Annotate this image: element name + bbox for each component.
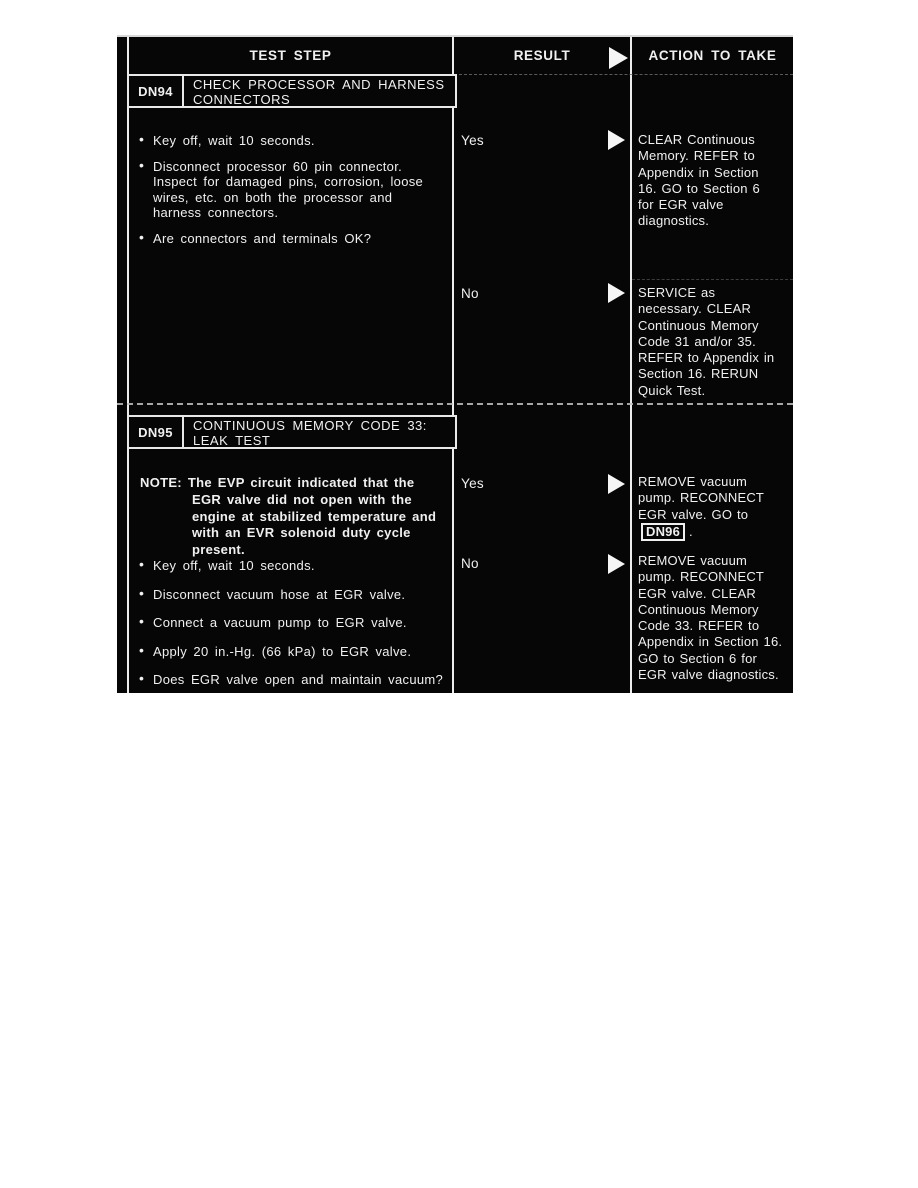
result-label-yes: Yes	[461, 133, 484, 148]
test-step-item: • Disconnect processor 60 pin connector. Inspect for damaged pins, corrosion, loose wires, etc. on both the processor and harness connectors.	[139, 159, 446, 221]
result-label-no: No	[461, 286, 479, 301]
dn96-reference-box: DN96	[641, 523, 685, 541]
step-title: CHECK PROCESSOR AND HARNESS CONNECTORS	[193, 77, 445, 107]
column-divider-test-result	[452, 37, 454, 693]
note-text: The EVP circuit indicated that the EGR valve did not open with the engine at stabilized temperature and with an EVR solenoid duty cycle present.	[187, 475, 437, 558]
action-text	[638, 474, 766, 541]
step-id-badge: DN94	[129, 76, 184, 106]
column-divider-result-action	[630, 37, 632, 693]
scan-artifact-line	[454, 74, 793, 75]
column-header-action: ACTION TO TAKE	[648, 48, 777, 63]
column-header-result: RESULT	[513, 48, 571, 63]
diagnostic-table	[117, 35, 793, 693]
section-separator-line	[117, 403, 793, 405]
result-label-yes: Yes	[461, 476, 484, 491]
action-text: REMOVE vacuum pump. RECONNECT EGR valve. CLEAR Continuous Memory Code 33. REFER to Appendix in Section 16. GO to Section 6 for EGR valve diagnostics.	[638, 553, 783, 683]
test-step-list-dn95	[139, 558, 446, 701]
result-arrow-icon	[608, 130, 625, 150]
result-arrow-icon	[608, 474, 625, 494]
result-arrow-icon	[608, 283, 625, 303]
action-text: SERVICE as necessary. CLEAR Continuous Memory Code 31 and/or 35. REFER to Appendix in Section 16. RERUN Quick Test.	[638, 285, 775, 398]
test-step-item: • Disconnect vacuum hose at EGR valve.	[139, 587, 446, 603]
test-step-item: • Key off, wait 10 seconds.	[139, 558, 446, 574]
action-text-prefix: REMOVE vacuum pump. RECONNECT EGR valve. GO to	[638, 474, 764, 522]
note-label: NOTE:	[140, 475, 182, 490]
header-arrow-icon	[609, 47, 628, 69]
action-text-suffix: .	[689, 523, 693, 539]
test-step-item: • Apply 20 in.-Hg. (66 kPa) to EGR valve.	[139, 644, 446, 660]
test-step-list-dn94	[139, 133, 446, 256]
step-row-dn94	[127, 74, 457, 108]
scan-artifact-line	[632, 279, 793, 280]
note-block	[140, 475, 443, 559]
test-step-item: • Does EGR valve open and maintain vacuum?	[139, 672, 446, 688]
step-title: CONTINUOUS MEMORY CODE 33: LEAK TEST	[193, 418, 427, 448]
column-header-test-step: TEST STEP	[249, 48, 332, 63]
result-label-no: No	[461, 556, 479, 571]
action-text: CLEAR Continuous Memory. REFER to Appendix in Section 16. GO to Section 6 for EGR valve diagnostics.	[638, 132, 760, 229]
test-step-item: • Connect a vacuum pump to EGR valve.	[139, 615, 446, 631]
result-arrow-icon	[608, 554, 625, 574]
step-row-dn95	[127, 415, 457, 449]
test-step-item: • Are connectors and terminals OK?	[139, 231, 446, 247]
test-step-item: • Key off, wait 10 seconds.	[139, 133, 446, 149]
table-left-rule	[127, 37, 129, 693]
step-id-badge: DN95	[129, 417, 184, 447]
